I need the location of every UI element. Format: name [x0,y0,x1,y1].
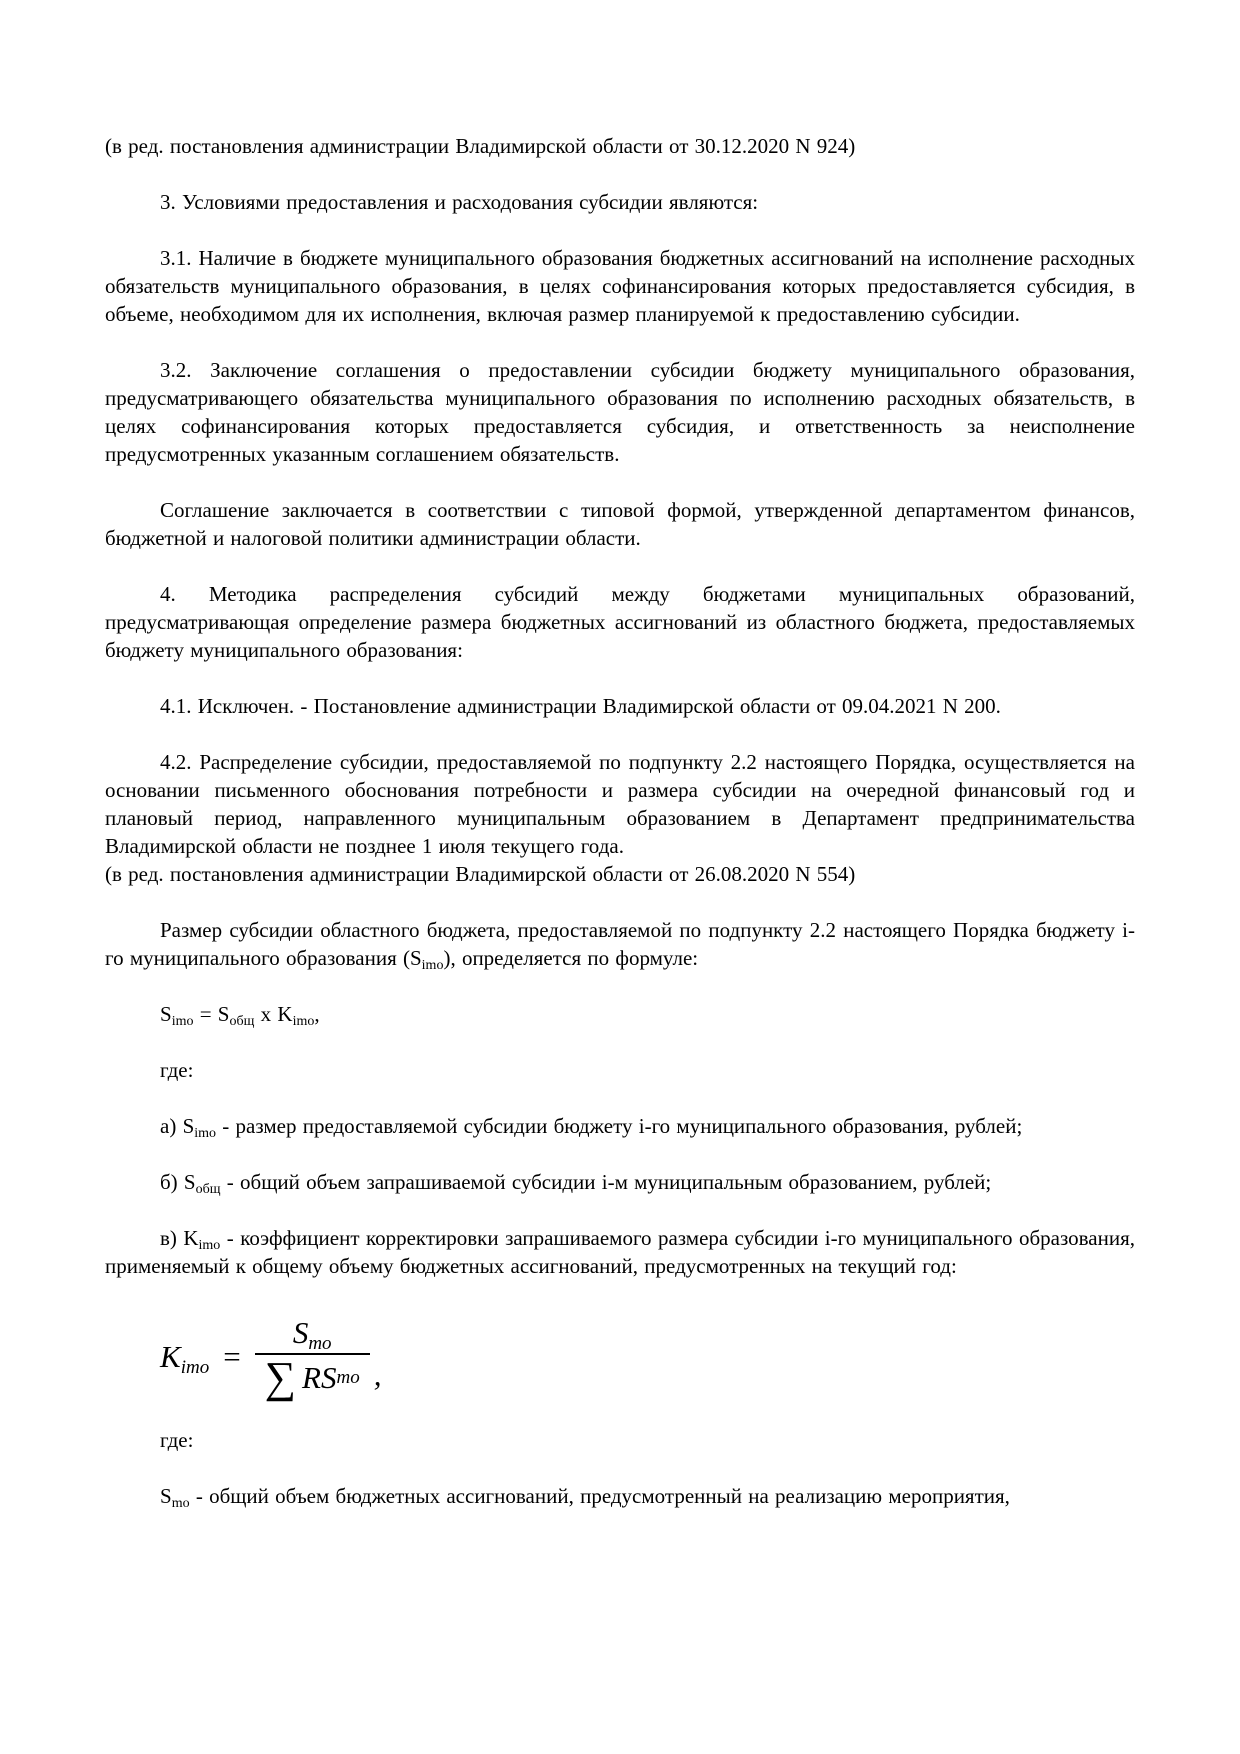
numerator-var: S [292,1315,309,1350]
paragraph [105,1000,1135,1028]
paragraph [105,748,1135,860]
text-run: - размер предоставляемой субсидии бюджету i-го муниципального образования, рублей; [216,1114,1023,1138]
text-run: в) K [160,1226,199,1250]
text-run: где: [160,1058,194,1082]
text-run: - общий объем бюджетных ассигнований, предусмотренный на реализацию мероприятия, [189,1483,1010,1508]
paragraph [105,1482,1135,1510]
text-run: где: [160,1427,194,1452]
text-run: 3.1. Наличие в бюджете муниципального образования бюджетных ассигнований на исполнение расходных обязательств муниципального образования, в целях софинансирования которых предоставляется субсидия, в объеме, необходимом для их исполнения, включая размер планируемой к предоставлению субсидии. [105,246,1135,326]
text-run: Размер субсидии областного бюджета, предоставляемой по подпункту 2.2 настоящего Порядка бюджету i-го муниципального образования (S [105,918,1135,970]
paragraph [105,1426,1135,1454]
paragraph [105,580,1135,664]
denominator-var: RS [302,1359,337,1395]
paragraph [105,1056,1135,1084]
formula-numerator [287,1316,338,1353]
paragraph [105,1224,1135,1280]
text-run: 4. Методика распределения субсидий между бюджетами муниципальных образований, предусматривающая определение размера бюджетных ассигнований из областного бюджета, предоставляемых бюджету муниципального образования: [105,582,1135,662]
text-run: а) S [160,1114,195,1138]
paragraph [105,692,1135,720]
formula-denominator: ∑ RS mo [255,1353,370,1398]
subscript-text: общ [195,1182,221,1197]
formula-comma: , [373,1356,382,1392]
text-run: 4.1. Исключен. - Постановление администрации Владимирской области от 09.04.2021 N 200. [160,694,1001,718]
formula-lhs-var: K [160,1338,181,1374]
text-run: S [160,1002,172,1026]
document-body [105,132,1135,1510]
numerator-subscript: mo [308,1333,332,1354]
text-run: (в ред. постановления администрации Владимирской области от 26.08.2020 N 554) [105,862,856,886]
formula-fraction [255,1315,370,1403]
subscript-text: imo [171,1014,194,1029]
formula-lhs-subscript: imo [180,1356,210,1378]
paragraph [105,916,1135,972]
paragraph [105,1168,1135,1196]
paragraph [105,860,1135,888]
text-run: Соглашение заключается в соответствии с типовой формой, утвержденной департаментом финансов, бюджетной и налоговой политики администрации области. [105,498,1135,550]
paragraph [105,132,1135,160]
subscript-text: imo [194,1126,217,1141]
text-run: = S [193,1002,230,1026]
sigma-icon: ∑ [264,1353,297,1403]
paragraph [105,496,1135,552]
subscript-text: общ [229,1014,255,1029]
text-run: 4.2. Распределение субсидии, предоставляемой по подпункту 2.2 настоящего Порядка, осуществляется на основании письменного обоснования потребности и размера субсидии на очередной финансовый год и плановый период, направленного муниципальным образованием в Департамент предпринимательства Владимирской области не позднее 1 июля текущего года. [105,750,1135,858]
subscript-text: imo [198,1238,221,1253]
text-run: б) S [160,1170,196,1194]
paragraph [105,1112,1135,1140]
text-run: - общий объем запрашиваемой субсидии i-м муниципальным образованием, рублей; [220,1170,992,1194]
text-run: 3.2. Заключение соглашения о предоставлении субсидии бюджету муниципального образования, предусматривающего обязательства муниципального образования по исполнению расходных обязательств, в целях софинансирования которых предоставляется субсидия, и ответственность за неисполнение предусмотренных указанным соглашением обязательств. [105,358,1135,466]
paragraph [105,244,1135,328]
text-run: , [314,1002,320,1026]
subscript-text: mo [171,1495,190,1511]
kimo-formula [160,1315,1135,1403]
paragraph [105,188,1135,216]
equals-sign: = [223,1338,241,1374]
text-run: - коэффициент корректировки запрашиваемого размера субсидии i-го муниципального образования, применяемый к общему объему бюджетных ассигнований, предусмотренных на текущий год: [105,1226,1135,1278]
subscript-text: imo [292,1014,315,1029]
text-run: S [160,1483,172,1508]
text-run: 3. Условиями предоставления и расходования субсидии являются: [160,190,759,214]
paragraph [105,356,1135,468]
text-run: x K [254,1002,293,1026]
text-run: (в ред. постановления администрации Владимирской области от 30.12.2020 N 924) [105,134,856,158]
text-run: ), определяется по формуле: [443,946,699,970]
subscript-text: imo [421,958,444,973]
formula-lhs [160,1338,210,1378]
